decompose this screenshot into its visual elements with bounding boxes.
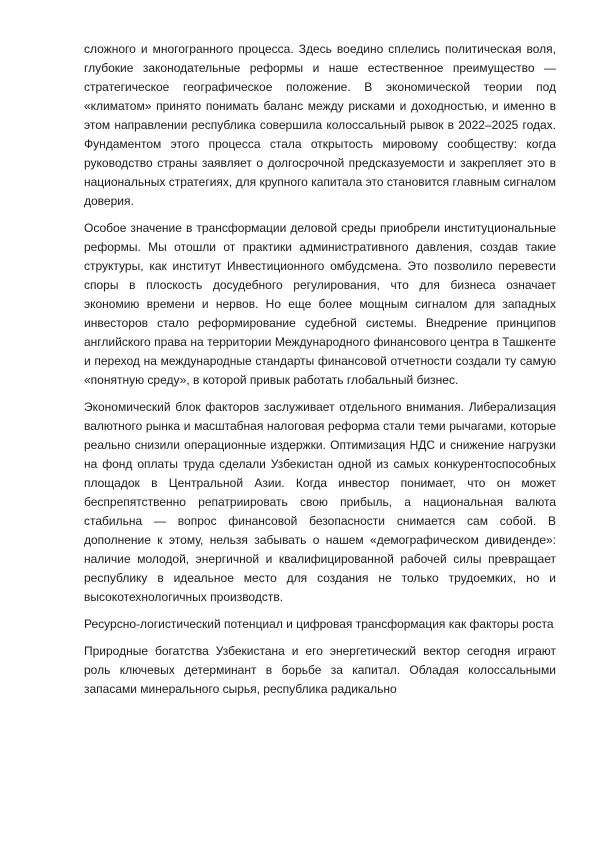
- section-heading: Ресурсно-логистический потенциал и цифровая трансформация как факторы роста: [84, 617, 554, 631]
- paragraph-investment-climate: сложного и многогранного процесса. Здесь воедино сплелись политическая воля, глубокие законодательные реформы и наше естественное преимущество — стратегическое географическое положение. В экономической теории под «климатом» принято понимать баланс между рисками и доходностью, и именно в этом направлении республика совершила колоссальный рывок в 2022–2025 годах. Фундаментом этого процесса стала открытость мировому сообществу: когда руководство страны заявляет о долгосрочной предсказуемости и закрепляет это в национальных стратегиях, для крупного капитала это становится главным сигналом доверия.: [84, 42, 556, 208]
- paragraph-natural-resources: Природные богатства Узбекистана и его энергетический вектор сегодня играют роль ключевых детерминант в борьбе за капитал. Обладая колоссальными запасами минерального сырья, республика радикально: [84, 644, 556, 696]
- paragraph-economic-factors: Экономический блок факторов заслуживает отдельного внимания. Либерализация валютного рынка и масштабная налоговая реформа стали теми рычагами, которые реально снизили операционные издержки. Оптимизация НДС и снижение нагрузки на фонд оплаты труда сделали Узбекистан одной из самых конкурентоспособных площадок в Центральной Азии. Когда инвестор понимает, что он может беспрепятственно репатриировать свою прибыль, а национальная валюта стабильна — вопрос финансовой безопасности снимается сам собой. В дополнение к этому, нельзя забывать о нашем «демографическом дивиденде»: наличие молодой, энергичной и квалифицированной рабочей силы превращает республику в идеальное место для создания не только трудоемких, но и высокотехнологичных производств.: [84, 400, 556, 604]
- document-page: [84, 40, 556, 696]
- paragraph-institutional-reforms: Особое значение в трансформации деловой среды приобрели институциональные реформы. Мы отошли от практики административного давления, создав такие структуры, как институт Инвестиционного омбудсмена. Это позволило перевести споры в плоскость досудебного регулирования, что для бизнеса означает экономию времени и нервов. Но еще более мощным сигналом для западных инвесторов стало реформирование судебной системы. Внедрение принципов английского права на территории Международного финансового центра в Ташкенте и переход на международные стандарты финансовой отчетности создали ту самую «понятную среду», в которой привык работать глобальный бизнес.: [84, 221, 556, 387]
